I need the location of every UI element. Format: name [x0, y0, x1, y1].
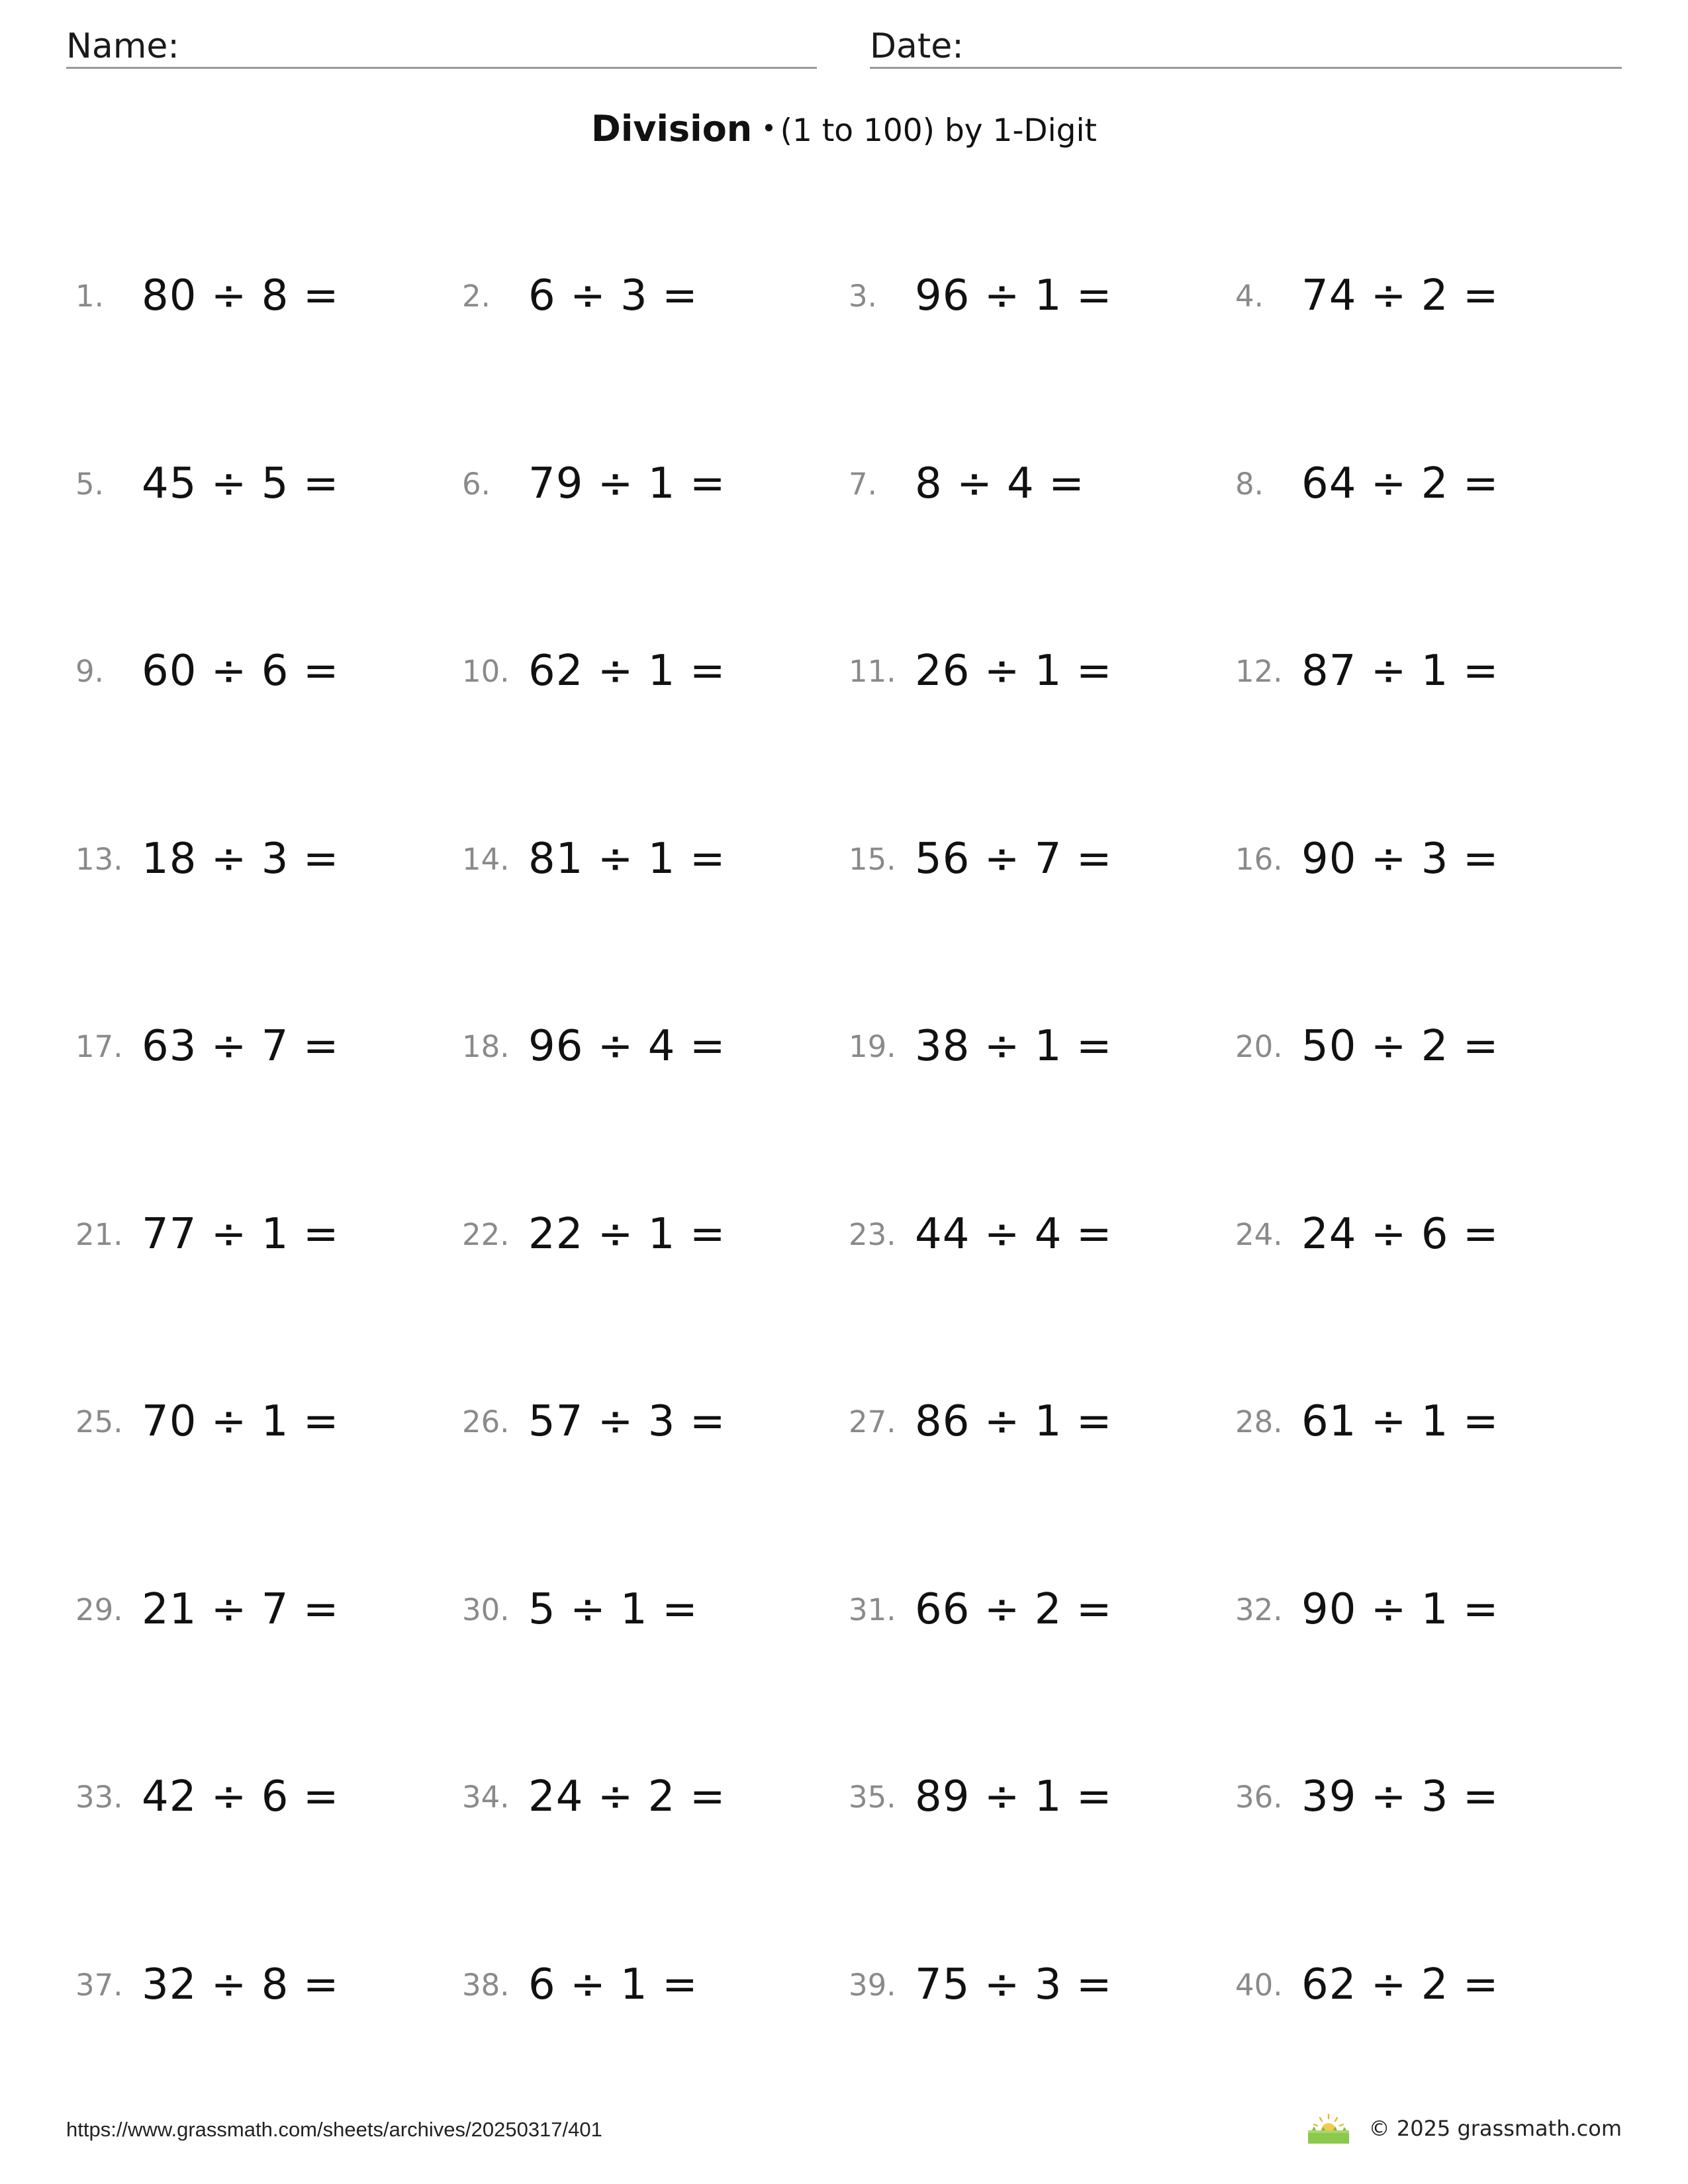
problem-10 — [462, 638, 846, 698]
problem-number: 8. — [1235, 467, 1264, 502]
problem-number: 29. — [75, 1592, 123, 1627]
problem-36 — [1235, 1764, 1619, 1823]
problem-24 — [1235, 1201, 1619, 1261]
problem-7 — [849, 451, 1233, 510]
problem-expression: 86 ÷ 1 = — [915, 1397, 1113, 1446]
problem-29 — [75, 1576, 459, 1636]
problem-expression: 96 ÷ 1 = — [915, 271, 1113, 320]
problem-expression: 89 ÷ 1 = — [915, 1772, 1113, 1821]
problem-2 — [462, 263, 846, 322]
problem-38 — [462, 1952, 846, 2011]
problem-number: 7. — [849, 467, 877, 502]
problem-expression: 90 ÷ 1 = — [1301, 1585, 1499, 1634]
problem-27 — [849, 1388, 1233, 1448]
problem-expression: 50 ÷ 2 = — [1301, 1022, 1499, 1071]
problem-5 — [75, 451, 459, 510]
problem-35 — [849, 1764, 1233, 1823]
problem-expression: 79 ÷ 1 = — [528, 459, 726, 508]
problem-expression: 62 ÷ 1 = — [528, 647, 726, 696]
problem-number: 16. — [1235, 842, 1283, 877]
problem-18 — [462, 1013, 846, 1073]
problem-number: 23. — [849, 1217, 896, 1252]
problem-number: 4. — [1235, 279, 1264, 314]
problem-number: 37. — [75, 1968, 123, 2003]
problem-expression: 66 ÷ 2 = — [915, 1585, 1113, 1634]
problem-8 — [1235, 451, 1619, 510]
problem-number: 11. — [849, 654, 896, 689]
problem-31 — [849, 1576, 1233, 1636]
problem-expression: 57 ÷ 3 = — [528, 1397, 726, 1446]
name-label: Name: — [66, 26, 179, 66]
problem-23 — [849, 1201, 1233, 1261]
problem-expression: 80 ÷ 8 = — [142, 271, 340, 320]
problem-number: 19. — [849, 1029, 896, 1064]
problem-expression: 96 ÷ 4 = — [528, 1022, 726, 1071]
problem-12 — [1235, 638, 1619, 698]
problem-expression: 5 ÷ 1 = — [528, 1585, 698, 1634]
problem-1 — [75, 263, 459, 322]
problem-26 — [462, 1388, 846, 1448]
problem-number: 36. — [1235, 1780, 1283, 1815]
problem-number: 14. — [462, 842, 510, 877]
problem-number: 34. — [462, 1780, 510, 1815]
problem-expression: 24 ÷ 6 = — [1301, 1210, 1499, 1259]
problem-number: 27. — [849, 1404, 896, 1439]
copyright: © 2025 grassmath.com — [1368, 2116, 1622, 2141]
problem-number: 25. — [75, 1404, 123, 1439]
problem-37 — [75, 1952, 459, 2011]
problem-number: 26. — [462, 1404, 510, 1439]
problem-expression: 32 ÷ 8 = — [142, 1960, 340, 2009]
problem-expression: 87 ÷ 1 = — [1301, 647, 1499, 696]
problem-11 — [849, 638, 1233, 698]
title-main: Division — [591, 108, 753, 150]
problem-number: 17. — [75, 1029, 123, 1064]
problem-34 — [462, 1764, 846, 1823]
problem-number: 18. — [462, 1029, 510, 1064]
problem-expression: 42 ÷ 6 = — [142, 1772, 340, 1821]
problem-25 — [75, 1388, 459, 1448]
problem-number: 24. — [1235, 1217, 1283, 1252]
problem-4 — [1235, 263, 1619, 322]
problem-9 — [75, 638, 459, 698]
problem-number: 3. — [849, 279, 877, 314]
sun-over-grass-icon — [1305, 2112, 1352, 2145]
problem-expression: 6 ÷ 3 = — [528, 271, 698, 320]
problem-number: 38. — [462, 1968, 510, 2003]
problem-14 — [462, 826, 846, 886]
worksheet-title — [0, 106, 1688, 156]
problem-13 — [75, 826, 459, 886]
problem-16 — [1235, 826, 1619, 886]
name-field[interactable] — [66, 24, 817, 69]
problem-15 — [849, 826, 1233, 886]
problem-expression: 60 ÷ 6 = — [142, 647, 340, 696]
problem-expression: 18 ÷ 3 = — [142, 835, 340, 884]
title-subtitle: (1 to 100) by 1-Digit — [780, 113, 1097, 149]
problem-40 — [1235, 1952, 1619, 2011]
date-label: Date: — [870, 26, 964, 66]
problem-number: 22. — [462, 1217, 510, 1252]
problem-17 — [75, 1013, 459, 1073]
problem-expression: 64 ÷ 2 = — [1301, 459, 1499, 508]
problem-21 — [75, 1201, 459, 1261]
problem-number: 10. — [462, 654, 510, 689]
problem-19 — [849, 1013, 1233, 1073]
problem-expression: 75 ÷ 3 = — [915, 1960, 1113, 2009]
problem-number: 39. — [849, 1968, 896, 2003]
problem-expression: 24 ÷ 2 = — [528, 1772, 726, 1821]
problem-number: 21. — [75, 1217, 123, 1252]
problem-expression: 22 ÷ 1 = — [528, 1210, 726, 1259]
problem-number: 40. — [1235, 1968, 1283, 2003]
problem-33 — [75, 1764, 459, 1823]
problem-number: 33. — [75, 1780, 123, 1815]
footer-brand — [1305, 2110, 1622, 2147]
problem-39 — [849, 1952, 1233, 2011]
problem-number: 1. — [75, 279, 104, 314]
problem-number: 35. — [849, 1780, 896, 1815]
problem-number: 15. — [849, 842, 896, 877]
problem-expression: 81 ÷ 1 = — [528, 835, 726, 884]
problem-30 — [462, 1576, 846, 1636]
problem-number: 5. — [75, 467, 104, 502]
problem-32 — [1235, 1576, 1619, 1636]
problem-number: 30. — [462, 1592, 510, 1627]
problem-expression: 63 ÷ 7 = — [142, 1022, 340, 1071]
problem-expression: 62 ÷ 2 = — [1301, 1960, 1499, 2009]
problem-28 — [1235, 1388, 1619, 1448]
problem-expression: 90 ÷ 3 = — [1301, 835, 1499, 884]
problem-number: 13. — [75, 842, 123, 877]
problem-expression: 21 ÷ 7 = — [142, 1585, 340, 1634]
problem-number: 9. — [75, 654, 104, 689]
problem-number: 32. — [1235, 1592, 1283, 1627]
problem-22 — [462, 1201, 846, 1261]
problem-3 — [849, 263, 1233, 322]
problem-expression: 61 ÷ 1 = — [1301, 1397, 1499, 1446]
problem-expression: 74 ÷ 2 = — [1301, 271, 1499, 320]
problem-number: 12. — [1235, 654, 1283, 689]
problem-expression: 70 ÷ 1 = — [142, 1397, 340, 1446]
problem-number: 20. — [1235, 1029, 1283, 1064]
problem-expression: 77 ÷ 1 = — [142, 1210, 340, 1259]
problem-expression: 44 ÷ 4 = — [915, 1210, 1113, 1259]
problem-number: 28. — [1235, 1404, 1283, 1439]
problem-number: 6. — [462, 467, 491, 502]
problem-expression: 8 ÷ 4 = — [915, 459, 1085, 508]
problem-expression: 45 ÷ 5 = — [142, 459, 340, 508]
footer-url: https://www.grassmath.com/sheets/archives/20250317/401 — [66, 2118, 602, 2141]
date-field[interactable] — [870, 24, 1622, 69]
problem-number: 2. — [462, 279, 491, 314]
problem-expression: 39 ÷ 3 = — [1301, 1772, 1499, 1821]
problem-20 — [1235, 1013, 1619, 1073]
problem-number: 31. — [849, 1592, 896, 1627]
problem-expression: 26 ÷ 1 = — [915, 647, 1113, 696]
problem-6 — [462, 451, 846, 510]
title-bullet: • — [761, 114, 776, 143]
problem-expression: 6 ÷ 1 = — [528, 1960, 698, 2009]
problem-expression: 56 ÷ 7 = — [915, 835, 1113, 884]
problem-expression: 38 ÷ 1 = — [915, 1022, 1113, 1071]
